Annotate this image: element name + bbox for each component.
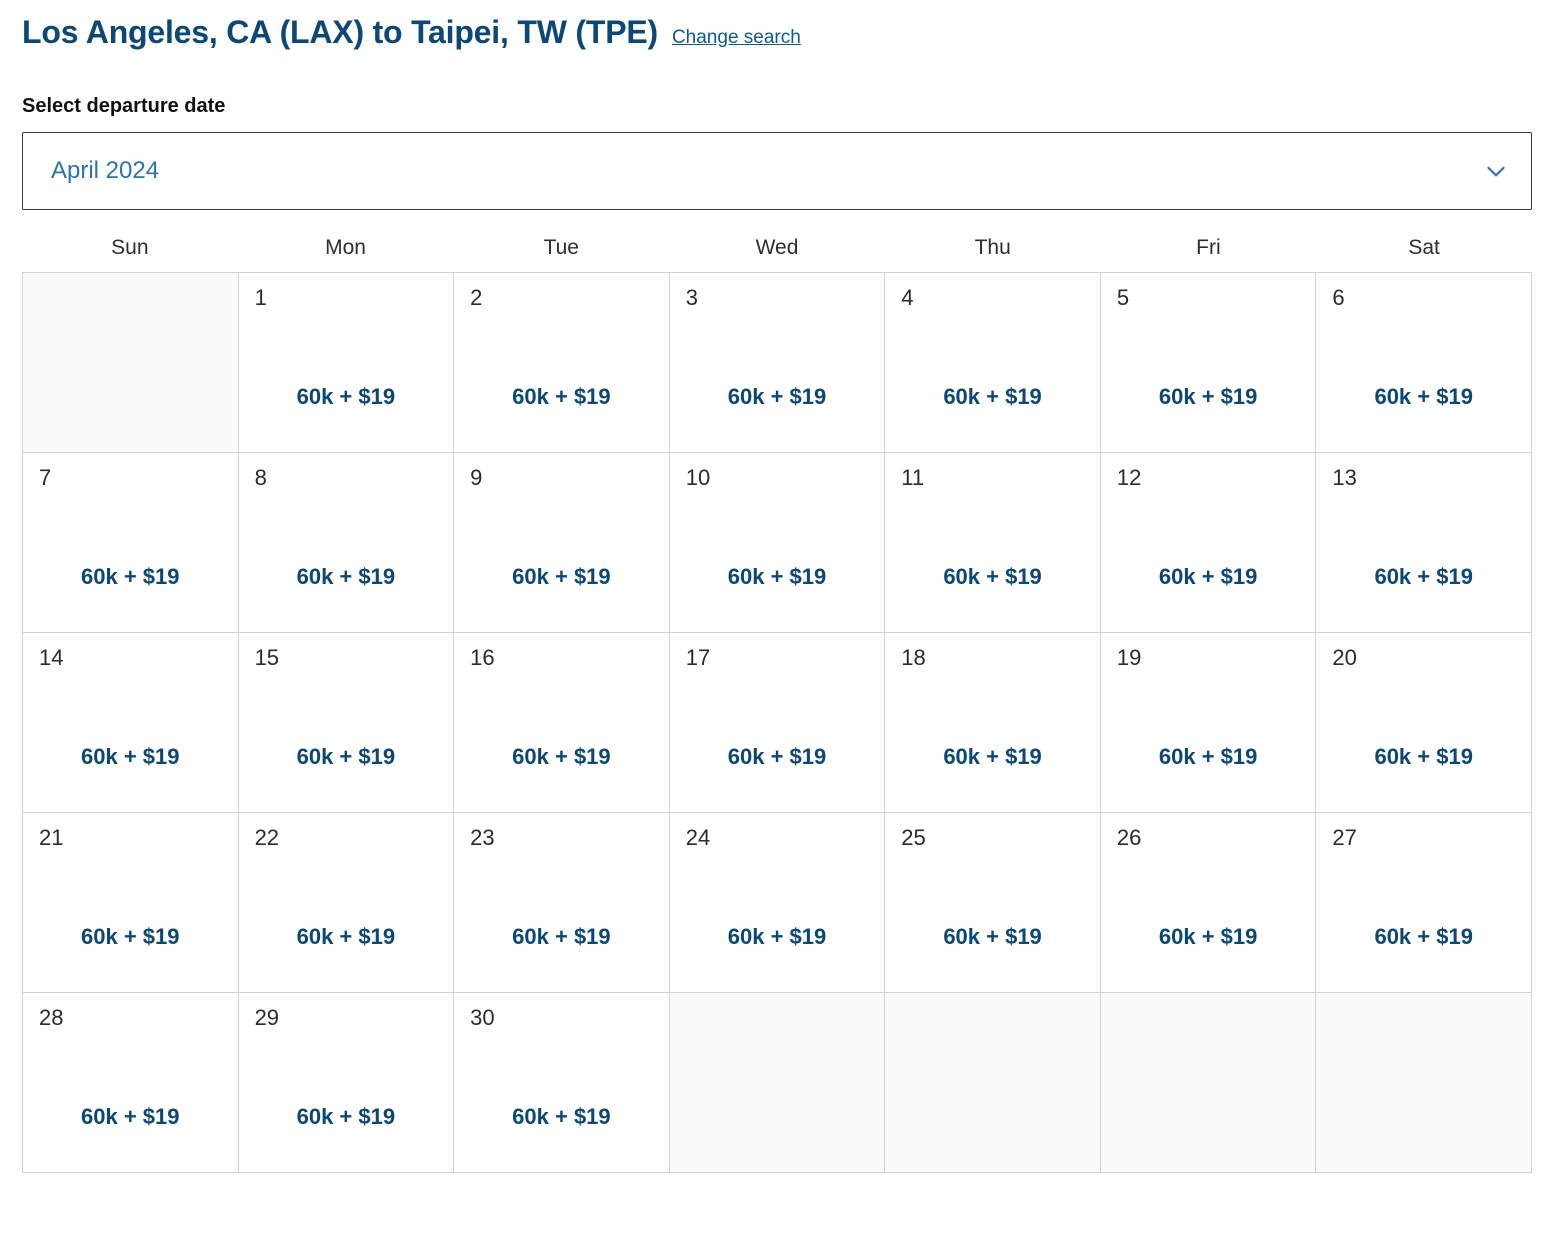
day-price: 60k + $19 [1158,744,1258,769]
day-price: 60k + $19 [1158,924,1258,949]
day-number: 26 [1116,825,1142,850]
day-price: 60k + $19 [81,924,180,949]
day-price: 60k + $19 [512,924,611,949]
calendar-cell-empty [1316,993,1532,1173]
day-number: 19 [1116,645,1142,670]
chevron-down-icon [1483,158,1509,184]
day-price: 60k + $19 [512,744,611,769]
calendar-grid [22,272,1532,1173]
calendar-cell-empty [670,993,886,1173]
day-price: 60k + $19 [296,1104,396,1129]
day-price: 60k + $19 [296,384,396,409]
day-number: 1 [254,285,267,310]
day-number: 10 [685,465,711,490]
calendar-day-cell[interactable] [885,273,1101,453]
day-price: 60k + $19 [943,744,1042,769]
calendar-day-cell[interactable] [23,993,239,1173]
weekday-wed: Wed [755,236,799,259]
calendar-day-cell[interactable] [454,993,670,1173]
day-price: 60k + $19 [727,384,827,409]
day-price: 60k + $19 [1374,564,1473,589]
day-number: 4 [901,285,914,310]
day-number: 7 [39,465,52,490]
day-price: 60k + $19 [943,564,1042,589]
day-price: 60k + $19 [1374,924,1473,949]
day-number: 24 [685,825,711,850]
calendar-day-cell[interactable] [670,633,886,813]
weekday-tue: Tue [543,236,579,259]
day-price: 60k + $19 [1374,384,1473,409]
day-price: 60k + $19 [512,384,611,409]
day-number: 17 [685,645,711,670]
weekday-thu: Thu [974,236,1011,259]
calendar-day-cell[interactable] [1316,453,1532,633]
day-price: 60k + $19 [81,1104,180,1129]
day-number: 2 [470,285,483,310]
day-price: 60k + $19 [727,924,827,949]
calendar-day-cell[interactable] [885,453,1101,633]
month-select[interactable] [22,132,1532,210]
day-price: 60k + $19 [1158,564,1258,589]
day-number: 27 [1332,825,1357,850]
day-number: 13 [1332,465,1357,490]
calendar-day-cell[interactable] [239,273,455,453]
select-departure-date-label: Select departure date [22,95,226,117]
day-price: 60k + $19 [943,384,1042,409]
calendar-cell-empty [1101,993,1317,1173]
calendar-day-cell[interactable] [454,453,670,633]
day-price: 60k + $19 [296,744,396,769]
day-price: 60k + $19 [512,564,611,589]
day-number: 16 [470,645,495,670]
day-number: 25 [901,825,926,850]
weekday-fri: Fri [1196,236,1221,259]
day-price: 60k + $19 [727,564,827,589]
day-number: 11 [901,465,925,490]
weekday-sat: Sat [1408,236,1440,259]
calendar-day-cell[interactable] [239,633,455,813]
calendar-day-cell[interactable] [670,813,886,993]
calendar-day-cell[interactable] [23,813,239,993]
day-number: 15 [254,645,280,670]
calendar-day-cell[interactable] [1316,633,1532,813]
calendar-cell-empty [23,273,239,453]
day-number: 22 [254,825,280,850]
day-number: 12 [1116,465,1142,490]
day-number: 6 [1332,285,1345,310]
calendar-day-cell[interactable] [1101,453,1317,633]
day-price: 60k + $19 [296,924,396,949]
calendar-day-cell[interactable] [454,273,670,453]
calendar-cell-empty [885,993,1101,1173]
calendar-day-cell[interactable] [239,453,455,633]
page-title: Los Angeles, CA (LAX) to Taipei, TW (TPE) [22,14,658,50]
calendar-day-cell[interactable] [239,813,455,993]
day-number: 14 [39,645,64,670]
day-number: 29 [254,1005,280,1030]
day-number: 28 [39,1005,64,1030]
day-price: 60k + $19 [727,744,827,769]
calendar-day-cell[interactable] [239,993,455,1173]
weekday-sun: Sun [111,236,149,259]
calendar-day-cell[interactable] [670,453,886,633]
calendar-day-cell[interactable] [885,633,1101,813]
day-number: 5 [1116,285,1130,310]
calendar-day-cell[interactable] [1316,273,1532,453]
day-price: 60k + $19 [81,564,180,589]
day-price: 60k + $19 [81,744,180,769]
day-number: 23 [470,825,495,850]
route-header [22,0,1532,51]
weekday-mon: Mon [325,236,366,259]
day-price: 60k + $19 [1158,384,1258,409]
calendar-day-cell[interactable] [454,633,670,813]
day-number: 21 [39,825,64,850]
day-number: 9 [470,465,483,490]
day-price: 60k + $19 [512,1104,611,1129]
day-price: 60k + $19 [296,564,396,589]
calendar-day-cell[interactable] [23,633,239,813]
day-price: 60k + $19 [943,924,1042,949]
calendar-day-cell[interactable] [885,813,1101,993]
day-number: 8 [254,465,267,490]
month-select-value: April 2024 [51,157,160,184]
day-price: 60k + $19 [1374,744,1473,769]
change-search-link[interactable]: Change search [671,27,801,48]
calendar-day-cell[interactable] [23,453,239,633]
calendar-day-cell[interactable] [1316,813,1532,993]
day-number: 20 [1332,645,1357,670]
weekday-header-row [22,236,1532,272]
day-number: 18 [901,645,926,670]
calendar-day-cell[interactable] [1101,273,1317,453]
day-number: 3 [685,285,698,310]
calendar-day-cell[interactable] [670,273,886,453]
calendar-day-cell[interactable] [1101,633,1317,813]
day-number: 30 [470,1005,495,1030]
calendar-day-cell[interactable] [454,813,670,993]
calendar-day-cell[interactable] [1101,813,1317,993]
